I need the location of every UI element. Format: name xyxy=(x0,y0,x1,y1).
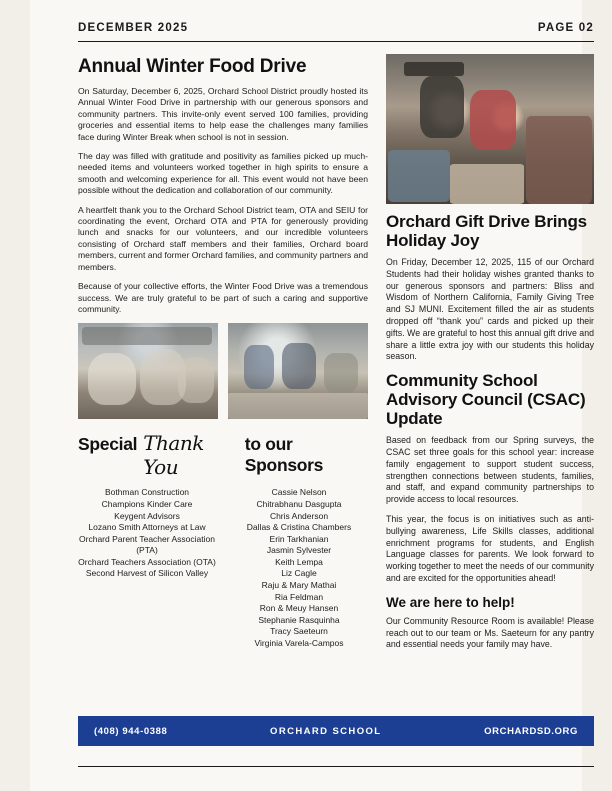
csac-paragraph-2: This year, the focus is on initiatives such as anti-bullying awareness, Life Skills classes, additional enrichment programs for students, and English Language classes for parents. We look forward to working together to meet the needs of our community and are excited for the opportunities ahead! xyxy=(386,513,594,583)
list-item: Keith Lempa xyxy=(275,556,323,567)
food-drive-paragraph-3: A heartfelt thank you to the Orchard School District team, OTA and SEIU for coordinating the event, Orchard OTA and PTA for generously providing lunch and snacks for our volunteers, and our incredible volunteers consisting of Orchard staff members and their families, Orchard board members, current and former Orchard families, and community partners and members. xyxy=(78,204,368,272)
thank-you-word-rest: to our Sponsors xyxy=(244,434,324,476)
right-column xyxy=(386,52,594,659)
food-drive-photo-left xyxy=(78,323,218,419)
list-item: Keygent Advisors xyxy=(114,510,180,521)
page-number: PAGE 02 xyxy=(537,22,594,34)
list-item: Dallas & Cristina Chambers xyxy=(246,522,352,533)
list-item: Raju & Mary Mathai xyxy=(261,580,337,591)
list-item: Orchard Teachers Association (OTA) xyxy=(78,556,216,567)
list-item: Chris Anderson xyxy=(269,510,329,521)
gift-drive-headline: Orchard Gift Drive Brings Holiday Joy xyxy=(386,212,587,250)
issue-date: DECEMBER 2025 xyxy=(78,22,189,34)
page-sheet xyxy=(30,0,594,791)
food-drive-paragraph-1: On Saturday, December 6, 2025, Orchard School District proudly hosted its Annual Winter Food Drive in partnership with our generous sponsors and community partners. This invite-only event served 100 families, providing groceries and essential items to help ease the challenges many families face during Winter Break when school is not in session. xyxy=(78,86,368,142)
food-drive-photo-row xyxy=(78,323,368,419)
gift-drive-body: On Friday, December 12, 2025, 115 of our Orchard Students had their holiday wishes granted thanks to our generous sponsors and partners: Bliss and Wisdom of Northern California, Family Giving Tree and SJ MUNI. Excitement filled the air as students dropped off “thank you” cards and picked up their gifts. We are grateful to host this annual gift drive and share a little extra joy with our students this holiday season. xyxy=(386,257,594,362)
list-item: Bothman Construction xyxy=(104,487,190,498)
thank-you-word-special: Special xyxy=(78,434,138,455)
csac-paragraph-1: Based on feedback from our Spring surveys, the CSAC set three goals for this school year: increase family engagement to support student success, strengthen connections between students, families, and staff, and expand community partnerships to provide access to local resources. xyxy=(386,435,594,505)
help-body: Our Community Resource Room is available! Please reach out to our team or Ms. Saeteurn for any pantry and essential needs your family may have. xyxy=(386,615,594,650)
list-item: Champions Kinder Care xyxy=(101,498,193,509)
list-item: Orchard Parent Teacher Association (PTA) xyxy=(79,533,215,556)
sponsor-column-2 xyxy=(230,487,368,649)
gift-drive-photo xyxy=(386,54,594,204)
masthead-divider xyxy=(78,41,594,42)
left-column xyxy=(78,52,368,659)
page-content xyxy=(78,22,594,659)
sponsor-column-1 xyxy=(78,487,216,649)
food-drive-paragraph-2: The day was filled with gratitude and positivity as families picked up much-needed items and volunteers worked together in high spirits to ensure a smooth and welcoming experience for all. This event would not have been possible without the dedication and collaboration of our community. xyxy=(78,151,368,196)
thank-you-heading xyxy=(78,431,368,479)
sponsor-lists xyxy=(78,487,368,649)
list-item: Lozano Smith Attorneys at Law xyxy=(88,522,206,533)
footer-school-name: ORCHARD SCHOOL xyxy=(270,725,382,737)
masthead xyxy=(78,22,594,41)
list-item: Ria Feldman xyxy=(274,591,324,602)
list-item: Chitrabhanu Dasgupta xyxy=(256,498,342,509)
list-item: Second Harvest of Silicon Valley xyxy=(85,568,209,579)
list-item: Liz Cagle xyxy=(281,568,317,579)
columns xyxy=(78,52,594,659)
list-item: Erin Tarkhanian xyxy=(269,533,329,544)
list-item: Virginia Varela-Campos xyxy=(254,638,344,649)
help-headline: We are here to help! xyxy=(386,594,515,610)
csac-headline: Community School Advisory Council (CSAC) Update xyxy=(386,371,586,429)
footer-bar xyxy=(78,716,594,746)
food-drive-paragraph-4: Because of your collective efforts, the Winter Food Drive was a tremendous success. We are truly grateful to be part of such a caring and supportive community. xyxy=(78,281,368,314)
list-item: Ron & Meuy Hansen xyxy=(259,603,339,614)
list-item: Stephanie Rasquinha xyxy=(258,614,340,625)
food-drive-photo-right xyxy=(228,323,368,419)
list-item: Tracy Saeteurn xyxy=(270,626,328,637)
list-item: Jasmin Sylvester xyxy=(266,545,332,556)
list-item: Cassie Nelson xyxy=(271,487,327,498)
thank-you-word-script: Thank You xyxy=(143,431,204,480)
food-drive-headline: Annual Winter Food Drive xyxy=(78,56,307,77)
footer-phone[interactable]: (408) 944-0388 xyxy=(94,725,168,737)
footer-website[interactable]: ORCHARDSD.ORG xyxy=(484,725,578,737)
bottom-divider xyxy=(78,766,594,767)
